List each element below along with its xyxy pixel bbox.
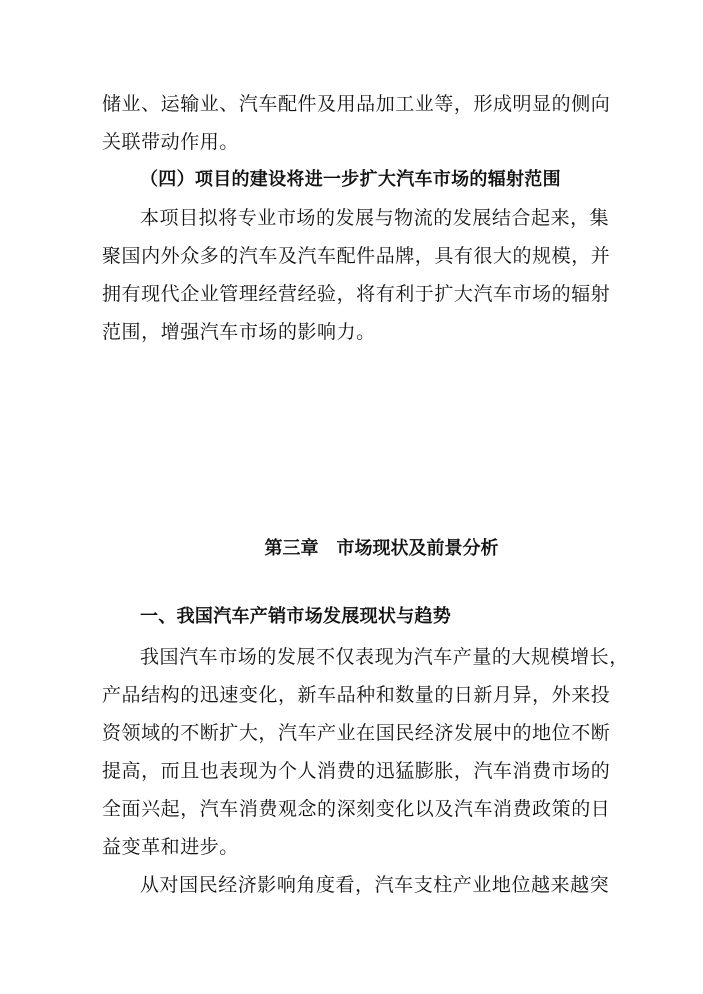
paragraph-line: 益变革和进步。 <box>102 836 239 858</box>
paragraph-line: 关联带动作用。 <box>102 131 239 153</box>
paragraph-line: 全面兴起，汽车消费观念的深刻变化以及汽车消费政策的日 <box>102 798 611 820</box>
paragraph-line: 从对国民经济影响角度看，汽车支柱产业地位越来越突 <box>140 874 610 896</box>
paragraph-line: 本项目拟将专业市场的发展与物流的发展结合起来，集 <box>140 207 610 229</box>
subheading-four: （四）项目的建设将进一步扩大汽车市场的辐射范围 <box>140 169 561 190</box>
paragraph-line: 提高，而且也表现为个人消费的迅猛膨胀，汽车消费市场的 <box>102 760 611 782</box>
paragraph-line: 我国汽车市场的发展不仅表现为汽车产量的大规模增长， <box>140 646 629 668</box>
paragraph-line: 产品结构的迅速变化，新车品种和数量的日新月异，外来投 <box>102 684 611 706</box>
chapter-number: 第三章 <box>264 538 319 559</box>
paragraph-line: 范围，增强汽车市场的影响力。 <box>102 321 376 343</box>
paragraph-line: 拥有现代企业管理经营经验，将有利于扩大汽车市场的辐射 <box>102 283 611 305</box>
paragraph-line: 储业、运输业、汽车配件及用品加工业等，形成明显的侧向 <box>102 93 611 115</box>
paragraph-line: 聚国内外众多的汽车及汽车配件品牌，具有很大的规模，并 <box>102 245 611 267</box>
section-heading-one: 一、我国汽车产销市场发展现状与趋势 <box>140 606 452 627</box>
chapter-title <box>0 536 703 562</box>
chapter-name: 市场现状及前景分析 <box>336 538 499 559</box>
paragraph-line: 资领域的不断扩大，汽车产业在国民经济发展中的地位不断 <box>102 722 611 744</box>
